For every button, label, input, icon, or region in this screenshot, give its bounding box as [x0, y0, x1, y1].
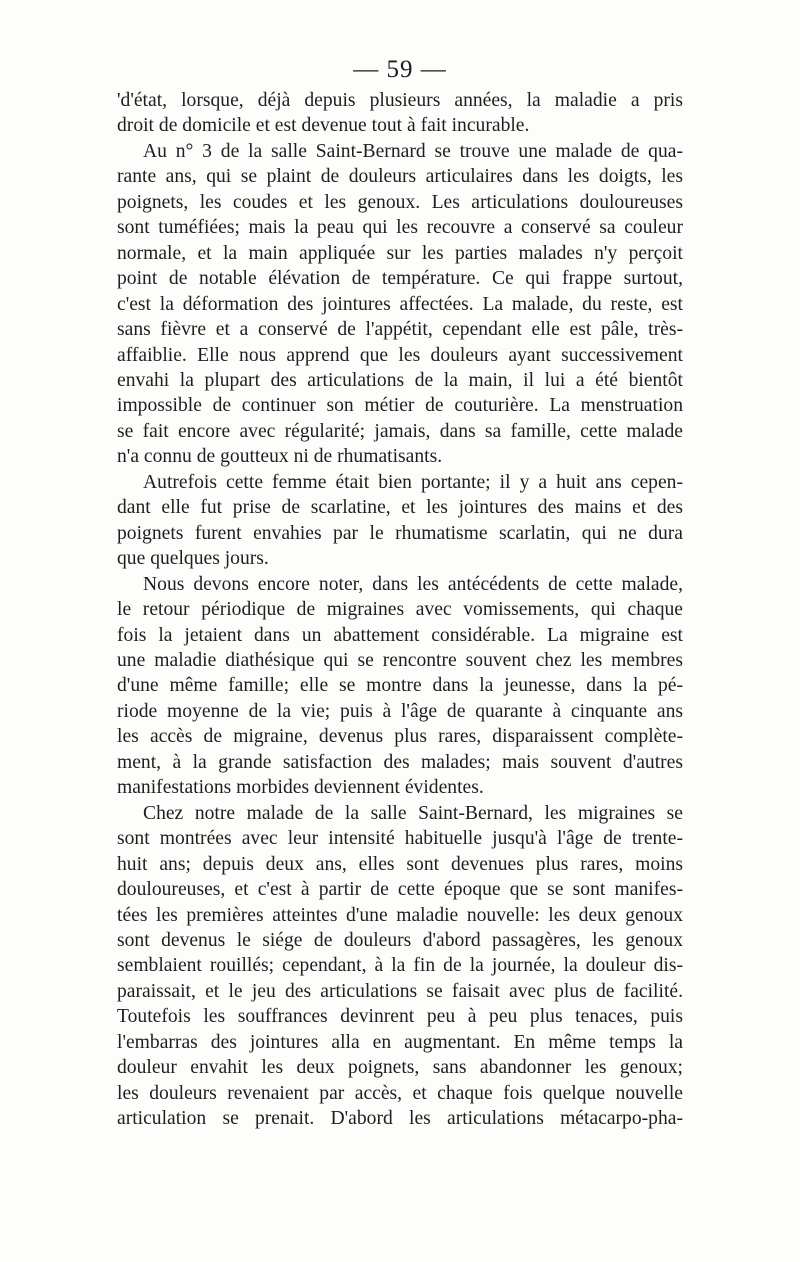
- text-line: que quelques jours.: [117, 548, 269, 570]
- text-line: manifestations morbides deviennent évidentes.: [117, 777, 484, 799]
- text-line: Chez notre malade de la salle Saint-Bernard, les migraines se: [143, 802, 683, 824]
- text-line: articulation se prenait. D'abord les articulations métacarpo-pha-: [117, 1108, 683, 1130]
- text-line: tées les premières atteintes d'une maladie nouvelle: les deux genoux: [117, 904, 683, 926]
- text-line: point de notable élévation de température. Ce qui frappe surtout,: [117, 268, 683, 290]
- text-line: c'est la déformation des jointures affectées. La malade, du reste, est: [117, 293, 683, 315]
- text-line: douleur envahit les deux poignets, sans abandonner les genoux;: [117, 1057, 683, 1079]
- text-line: se fait encore avec régularité; jamais, dans sa famille, cette malade: [117, 420, 683, 442]
- page-number: — 59 —: [353, 56, 447, 83]
- text-line: poignets, les coudes et les genoux. Les articulations douloureuses: [117, 191, 683, 213]
- text-line: douloureuses, et c'est à partir de cette époque que se sont manifes-: [117, 879, 683, 901]
- text-line: semblaient rouillés; cependant, à la fin de la journée, la douleur dis-: [117, 955, 683, 977]
- text-line: huit ans; depuis deux ans, elles sont devenues plus rares, moins: [117, 853, 683, 875]
- text-line: sans fièvre et a conservé de l'appétit, cependant elle est pâle, très-: [117, 319, 683, 341]
- text-line: normale, et la main appliquée sur les parties malades n'y perçoit: [117, 242, 683, 264]
- text-line: d'une même famille; elle se montre dans la jeunesse, dans la pé-: [117, 675, 683, 697]
- text-line: riode moyenne de la vie; puis à l'âge de quarante à cinquante ans: [117, 700, 683, 722]
- text-line: une maladie diathésique qui se rencontre souvent chez les membres: [117, 649, 683, 671]
- text-line: fois la jetaient dans un abattement considérable. La migraine est: [117, 624, 683, 646]
- text-line: Autrefois cette femme était bien portante; il y a huit ans cepen-: [143, 471, 683, 493]
- text-line: Nous devons encore noter, dans les antécédents de cette malade,: [143, 573, 683, 595]
- text-line: dant elle fut prise de scarlatine, et les jointures des mains et des: [117, 497, 683, 519]
- text-line: Au n° 3 de la salle Saint-Bernard se trouve une malade de qua-: [143, 140, 683, 162]
- text-line: sont devenus le siége de douleurs d'abord passagères, les genoux: [117, 929, 683, 951]
- text-line: l'embarras des jointures alla en augmentant. En même temps la: [117, 1031, 683, 1053]
- text-line: poignets furent envahies par le rhumatisme scarlatin, qui ne dura: [117, 522, 683, 544]
- text-line: 'd'état, lorsque, déjà depuis plusieurs années, la maladie a pris: [117, 90, 683, 111]
- text-line: envahi la plupart des articulations de la main, il lui a été bientôt: [117, 369, 683, 391]
- text-line: affaiblie. Elle nous apprend que les douleurs ayant successivement: [117, 344, 683, 366]
- text-line: les accès de migraine, devenus plus rares, disparaissent complète-: [117, 726, 683, 748]
- text-line: les douleurs revenaient par accès, et chaque fois quelque nouvelle: [117, 1082, 683, 1104]
- text-line: Toutefois les souffrances devinrent peu à peu plus tenaces, puis: [117, 1006, 683, 1028]
- text-line: n'a connu de goutteux ni de rhumatisants.: [117, 446, 443, 468]
- text-line: impossible de continuer son métier de couturière. La menstruation: [117, 395, 683, 417]
- text-line: sont montrées avec leur intensité habituelle jusqu'à l'âge de trente-: [117, 828, 683, 850]
- text-line: rante ans, qui se plaint de douleurs articulaires dans les doigts, les: [117, 166, 683, 188]
- text-line: paraissait, et le jeu des articulations se faisait avec plus de facilité.: [117, 980, 683, 1002]
- body-text: [117, 88, 683, 1132]
- text-line: droit de domicile et est devenue tout à fait incurable.: [117, 115, 530, 137]
- text-line: le retour périodique de migraines avec vomissements, qui chaque: [117, 599, 683, 621]
- text-line: sont tuméfiées; mais la peau qui les recouvre a conservé sa couleur: [117, 217, 683, 239]
- text-line: ment, à la grande satisfaction des malades; mais souvent d'autres: [117, 751, 683, 773]
